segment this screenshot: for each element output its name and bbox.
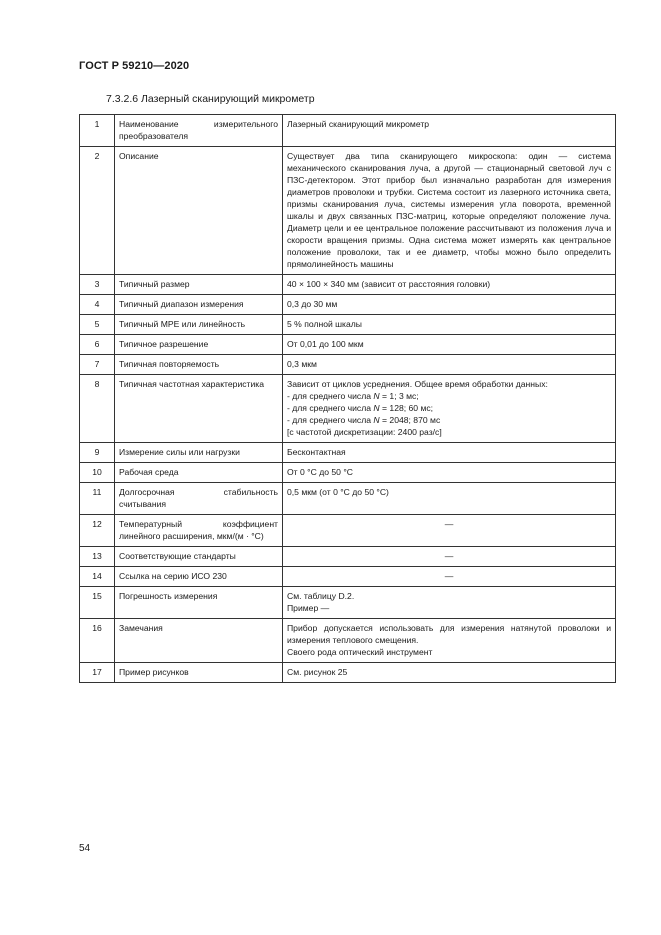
parameter-name: Рабочая среда xyxy=(115,463,283,483)
table-row xyxy=(80,515,616,547)
value-line: Существует два типа сканирующего микроскопа: один — система механического сканирования луча, а другой — стационарный световой луч с ПЗС-детектором. Этот прибор был изначально разработан для измерения диаметров проволоки и трубки. Система состоит из лазерного источника света, призмы сканирования луча, системы измерения угла поворота, временной шкалы и двух связанных ПЗС-матриц, которые определяют положение луча. Диаметр цели и ее центральное положение рассчитывают из положения луча и скорости вращения призмы. Одна система может измерять как центральное положение проволоки, так и ее диаметр, чтобы можно было определить прямолинейность машины xyxy=(287,151,611,269)
parameter-value xyxy=(283,147,616,275)
table-row xyxy=(80,375,616,443)
value-line: Прибор допускается использовать для измерения натянутой проволоки и измерения теплового смещения. xyxy=(287,623,611,645)
parameter-value xyxy=(283,115,616,147)
parameter-value xyxy=(283,463,616,483)
row-number: 10 xyxy=(80,463,115,483)
parameter-value xyxy=(283,315,616,335)
parameter-value xyxy=(283,663,616,683)
row-number: 2 xyxy=(80,147,115,275)
value-line: — xyxy=(444,519,454,529)
parameter-value xyxy=(283,443,616,463)
parameter-name: Измерение силы или нагрузки xyxy=(115,443,283,463)
value-line: Своего рода оптический инструмент xyxy=(287,647,433,657)
table-row xyxy=(80,567,616,587)
value-line: 5 % полной шкалы xyxy=(287,319,362,329)
parameter-value xyxy=(283,587,616,619)
value-line: От 0,01 до 100 мкм xyxy=(287,339,364,349)
value-line: — xyxy=(444,571,454,581)
row-number: 12 xyxy=(80,515,115,547)
section-title: 7.3.2.6 Лазерный сканирующий микрометр xyxy=(106,93,315,105)
parameter-value xyxy=(283,483,616,515)
row-number: 15 xyxy=(80,587,115,619)
row-number: 7 xyxy=(80,355,115,375)
row-number: 6 xyxy=(80,335,115,355)
row-number: 9 xyxy=(80,443,115,463)
standard-header: ГОСТ Р 59210—2020 xyxy=(79,60,190,72)
parameter-name: Температурный коэффициент линейного расширения, мкм/(м · °С) xyxy=(115,515,283,547)
table-row xyxy=(80,335,616,355)
parameter-value xyxy=(283,619,616,663)
table-row xyxy=(80,463,616,483)
parameter-value xyxy=(283,295,616,315)
table-row xyxy=(80,115,616,147)
parameter-name: Типичный диапазон измерения xyxy=(115,295,283,315)
row-number: 3 xyxy=(80,275,115,295)
table-row xyxy=(80,483,616,515)
row-number: 13 xyxy=(80,547,115,567)
parameter-name: Долгосрочная стабильность считывания xyxy=(115,483,283,515)
parameter-name: Ссылка на серию ИСО 230 xyxy=(115,567,283,587)
row-number: 11 xyxy=(80,483,115,515)
parameter-name: Наименование измерительного преобразователя xyxy=(115,115,283,147)
table-row xyxy=(80,355,616,375)
table-row xyxy=(80,147,616,275)
table-row xyxy=(80,663,616,683)
row-number: 1 xyxy=(80,115,115,147)
value-line: - для среднего числа N = 2048; 870 мс xyxy=(287,415,441,425)
parameter-value xyxy=(283,335,616,355)
specification-table-body xyxy=(80,115,616,683)
table-row xyxy=(80,443,616,463)
parameter-name: Типичное разрешение xyxy=(115,335,283,355)
table-row xyxy=(80,547,616,567)
value-line: 0,3 мкм xyxy=(287,359,317,369)
parameter-name: Замечания xyxy=(115,619,283,663)
parameter-value xyxy=(283,515,616,547)
table-row xyxy=(80,295,616,315)
parameter-name: Описание xyxy=(115,147,283,275)
table-row xyxy=(80,315,616,335)
row-number: 8 xyxy=(80,375,115,443)
value-line: От 0 °С до 50 °С xyxy=(287,467,353,477)
page-number: 54 xyxy=(79,843,91,854)
table-row xyxy=(80,587,616,619)
specification-table xyxy=(79,114,616,683)
value-line: — xyxy=(444,551,454,561)
value-line: Зависит от циклов усреднения. Общее время обработки данных: xyxy=(287,379,548,389)
parameter-value xyxy=(283,355,616,375)
value-line: 0,3 до 30 мм xyxy=(287,299,338,309)
parameter-name: Типичный размер xyxy=(115,275,283,295)
value-line: [с частотой дискретизации: 2400 раз/с] xyxy=(287,427,442,437)
value-line: Лазерный сканирующий микрометр xyxy=(287,119,430,129)
value-line: См. рисунок 25 xyxy=(287,667,348,677)
row-number: 5 xyxy=(80,315,115,335)
parameter-value xyxy=(283,547,616,567)
table-row xyxy=(80,275,616,295)
parameter-name: Погрешность измерения xyxy=(115,587,283,619)
value-line: - для среднего числа N = 1; 3 мс; xyxy=(287,391,419,401)
parameter-value xyxy=(283,567,616,587)
row-number: 14 xyxy=(80,567,115,587)
parameter-name: Пример рисунков xyxy=(115,663,283,683)
value-line: - для среднего числа N = 128; 60 мс; xyxy=(287,403,434,413)
row-number: 17 xyxy=(80,663,115,683)
value-line: 0,5 мкм (от 0 °С до 50 °С) xyxy=(287,487,389,497)
value-line: Пример — xyxy=(287,603,330,613)
parameter-value xyxy=(283,275,616,295)
value-line: 40 × 100 × 340 мм (зависит от расстояния головки) xyxy=(287,279,491,289)
row-number: 16 xyxy=(80,619,115,663)
table-row xyxy=(80,619,616,663)
row-number: 4 xyxy=(80,295,115,315)
parameter-name: Типичная частотная характеристика xyxy=(115,375,283,443)
parameter-name: Типичный MPE или линейность xyxy=(115,315,283,335)
parameter-name: Типичная повторяемость xyxy=(115,355,283,375)
parameter-name: Соответствующие стандарты xyxy=(115,547,283,567)
parameter-value xyxy=(283,375,616,443)
value-line: См. таблицу D.2. xyxy=(287,591,355,601)
value-line: Бесконтактная xyxy=(287,447,346,457)
